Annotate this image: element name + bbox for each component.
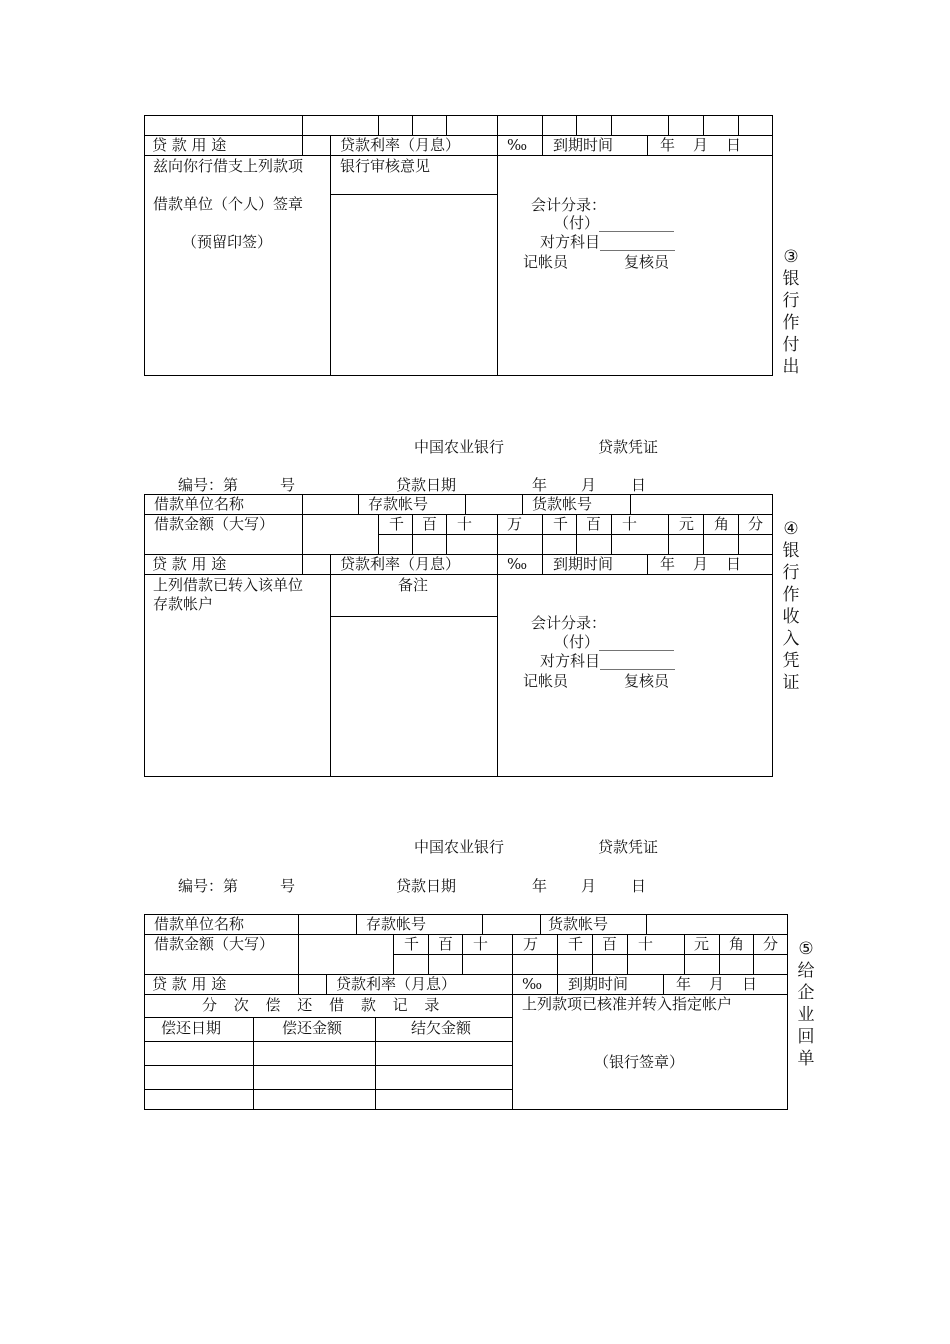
- remark-label: 备注: [398, 576, 429, 594]
- loan-account-label: 货款帐号: [548, 915, 609, 933]
- booker-label: 记帐员: [523, 253, 569, 271]
- counter-account-label: 对方科目__________: [540, 652, 676, 670]
- due-month: 月: [709, 975, 725, 993]
- pay-label: （付）__________: [554, 633, 675, 651]
- transfer-text-2: 存款帐户: [153, 595, 214, 613]
- loan-date-year: 年: [532, 877, 548, 895]
- serial-unit: 号: [280, 877, 296, 895]
- due-day: 日: [726, 555, 742, 573]
- digit-label: 十: [622, 515, 638, 533]
- copy-label-4: ④ 银 行 作 收 入 凭 证: [782, 519, 800, 693]
- digit-label: 千: [404, 935, 420, 953]
- purpose-label: 贷 款 用 途: [152, 555, 227, 573]
- due-year: 年: [676, 975, 692, 993]
- digit-label: 百: [602, 935, 618, 953]
- due-month: 月: [693, 555, 709, 573]
- due-label: 到期时间: [553, 555, 614, 573]
- due-year: 年: [660, 555, 676, 573]
- booker-label: 记帐员: [523, 672, 569, 690]
- amount-label: 借款金额（大写）: [154, 935, 275, 953]
- due-day: 日: [726, 136, 742, 154]
- repay-record-title: 分 次 偿 还 借 款 记 录: [202, 996, 440, 1014]
- loan-date-year: 年: [532, 476, 548, 494]
- permille-sign: ‰: [507, 136, 528, 154]
- digit-label: 万: [507, 515, 523, 533]
- deposit-account-label: 存款帐号: [368, 495, 429, 513]
- counter-account-label: 对方科目__________: [540, 233, 676, 251]
- loan-account-label: 货款帐号: [532, 495, 593, 513]
- borrower-label: 借款单位名称: [154, 915, 245, 933]
- seal-label: （预留印签）: [182, 233, 273, 251]
- loan-date-month: 月: [581, 877, 597, 895]
- review-label: 银行审核意见: [340, 157, 431, 175]
- due-day: 日: [742, 975, 758, 993]
- checker-label: 复核员: [624, 672, 670, 690]
- borrower-label: 借款单位名称: [154, 495, 245, 513]
- checker-label: 复核员: [624, 253, 670, 271]
- digit-label: 元: [679, 515, 695, 533]
- sign-label: 借款单位（个人）签章: [153, 195, 304, 213]
- purpose-label: 贷 款 用 途: [152, 975, 227, 993]
- transfer-text: 上列借款已转入该单位: [153, 576, 304, 594]
- digit-label: 分: [748, 515, 764, 533]
- apply-text: 兹向你行借支上列款项: [153, 157, 304, 175]
- digit-label: 十: [473, 935, 489, 953]
- repay-col-amount: 偿还金额: [282, 1019, 343, 1037]
- due-label: 到期时间: [568, 975, 629, 993]
- loan-date-day: 日: [631, 877, 647, 895]
- approved-text: 上列款项已核准并转入指定帐户: [522, 995, 733, 1013]
- bank-name: 中国农业银行: [414, 438, 505, 456]
- serial-label: 编号：第: [178, 877, 239, 895]
- rate-label: 贷款利率（月息）: [340, 555, 461, 573]
- purpose-label: 贷 款 用 途: [152, 136, 227, 154]
- copy-label-3: ③ 银 行 作 付 出: [782, 247, 800, 377]
- digit-label: 千: [568, 935, 584, 953]
- loan-date-month: 月: [581, 476, 597, 494]
- acct-entry-label: 会计分录：: [531, 614, 607, 632]
- digit-label: 分: [763, 935, 779, 953]
- voucher-title: 贷款凭证: [598, 838, 659, 856]
- deposit-account-label: 存款帐号: [366, 915, 427, 933]
- loan-date-label: 贷款日期: [396, 877, 457, 895]
- voucher-title: 贷款凭证: [598, 438, 659, 456]
- due-label: 到期时间: [553, 136, 614, 154]
- serial-label: 编号：第: [178, 476, 239, 494]
- digit-label: 百: [438, 935, 454, 953]
- digit-label: 元: [694, 935, 710, 953]
- digit-label: 万: [523, 935, 539, 953]
- digit-label: 千: [389, 515, 405, 533]
- due-month: 月: [693, 136, 709, 154]
- permille-sign: ‰: [522, 975, 543, 993]
- loan-date-label: 贷款日期: [396, 476, 457, 494]
- acct-entry-label: 会计分录：: [531, 196, 607, 214]
- digit-label: 百: [422, 515, 438, 533]
- repay-col-balance: 结欠金额: [411, 1019, 472, 1037]
- copy-label-5: ⑤ 给 企 业 回 单: [797, 939, 815, 1069]
- repay-col-date: 偿还日期: [161, 1019, 222, 1037]
- pay-label: （付）__________: [554, 214, 675, 232]
- digit-label: 千: [553, 515, 569, 533]
- digit-label: 十: [457, 515, 473, 533]
- digit-label: 十: [638, 935, 654, 953]
- serial-unit: 号: [280, 476, 296, 494]
- rate-label: 贷款利率（月息）: [336, 975, 457, 993]
- digit-label: 角: [714, 515, 730, 533]
- bank-seal-label: （银行签章）: [594, 1053, 685, 1071]
- due-year: 年: [660, 136, 676, 154]
- rate-label: 贷款利率（月息）: [340, 136, 461, 154]
- digit-label: 百: [586, 515, 602, 533]
- bank-name: 中国农业银行: [414, 838, 505, 856]
- loan-date-day: 日: [631, 476, 647, 494]
- amount-label: 借款金额（大写）: [154, 515, 275, 533]
- digit-label: 角: [729, 935, 745, 953]
- permille-sign: ‰: [507, 555, 528, 573]
